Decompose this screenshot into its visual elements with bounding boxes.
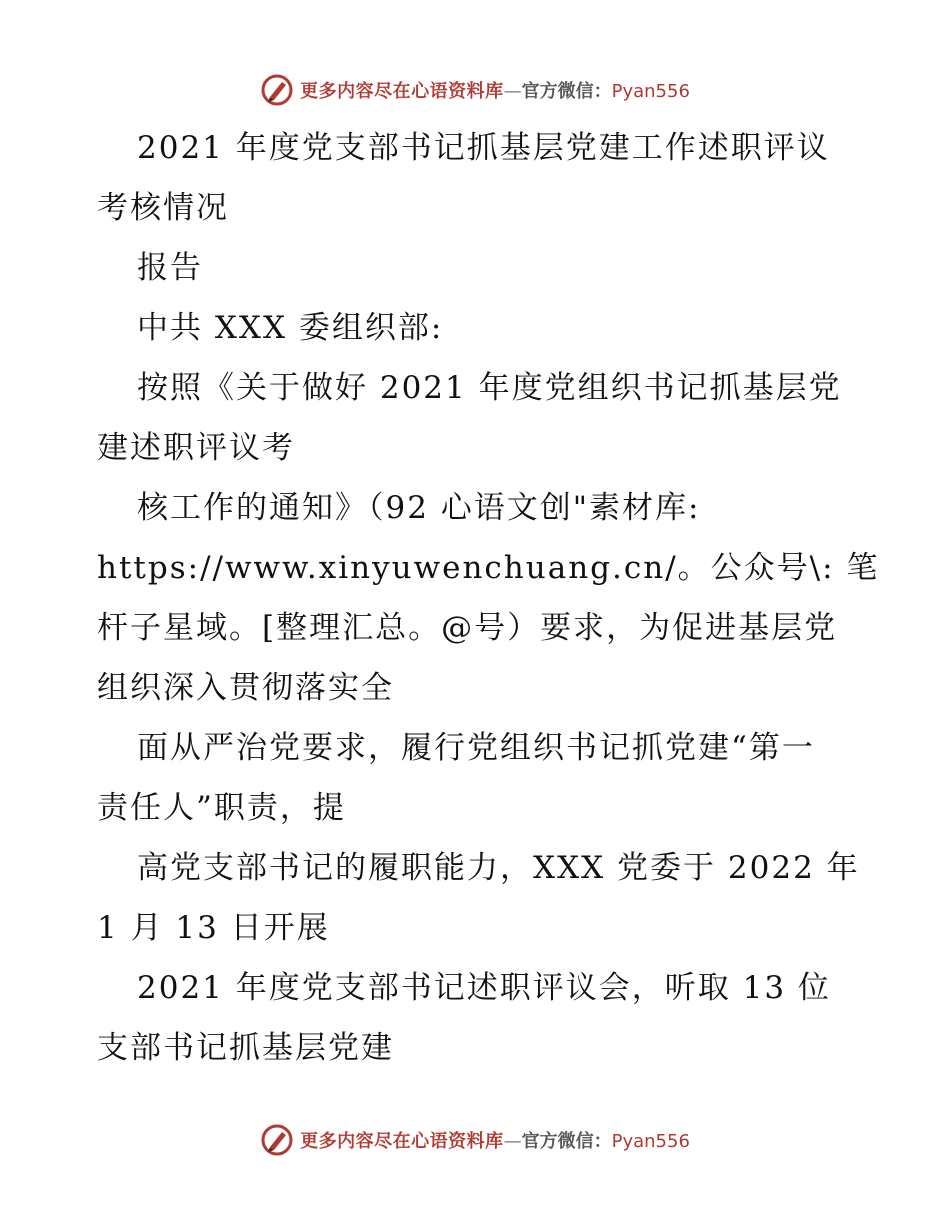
pen-logo-icon	[260, 73, 294, 107]
title-line-2: 考核情况	[97, 190, 229, 226]
body-line: 高党支部书记的履职能力，XXX 党委于 2022 年	[137, 850, 860, 886]
body-line: 支部书记抓基层党建	[97, 1030, 394, 1066]
body-line: 杆子星域。[整理汇总。@号）要求，为促进基层党	[97, 610, 838, 646]
header-banner	[0, 70, 950, 110]
header-wechat-label: 官方微信：	[521, 81, 612, 102]
header-wechat-id: Pyan556	[611, 81, 690, 102]
footer-wechat-label: 官方微信：	[521, 1131, 612, 1152]
pen-logo-icon	[260, 1123, 294, 1157]
body-line: 2021 年度党支部书记述职评议会，听取 13 位	[137, 970, 831, 1006]
footer-banner	[0, 1120, 950, 1160]
footer-tagline: 更多内容尽在心语资料库	[300, 1131, 504, 1152]
footer-dash: —	[503, 1131, 522, 1152]
addressee: 中共 XXX 委组织部:	[137, 310, 444, 346]
document-body	[97, 118, 880, 1078]
body-line: 责任人”职责，提	[97, 790, 346, 826]
body-line: 面从严治党要求，履行党组织书记抓党建“第一	[137, 730, 815, 766]
body-line: 1 月 13 日开展	[97, 910, 330, 946]
body-line: 建述职评议考	[97, 430, 295, 466]
title-line-1: 2021 年度党支部书记抓基层党建工作述职评议	[137, 130, 830, 166]
header-dash: —	[503, 81, 522, 102]
body-line: 核工作的通知》（92 心语文创"素材库:	[137, 490, 701, 526]
body-line: 组织深入贯彻落实全	[97, 670, 394, 706]
header-tagline: 更多内容尽在心语资料库	[300, 81, 504, 102]
body-line: https://www.xinyuwenchuang.cn/。公众号\: 笔	[97, 550, 880, 586]
title-line-3: 报告	[137, 250, 203, 286]
body-line: 按照《关于做好 2021 年度党组织书记抓基层党	[137, 370, 842, 406]
footer-wechat-id: Pyan556	[611, 1131, 690, 1152]
